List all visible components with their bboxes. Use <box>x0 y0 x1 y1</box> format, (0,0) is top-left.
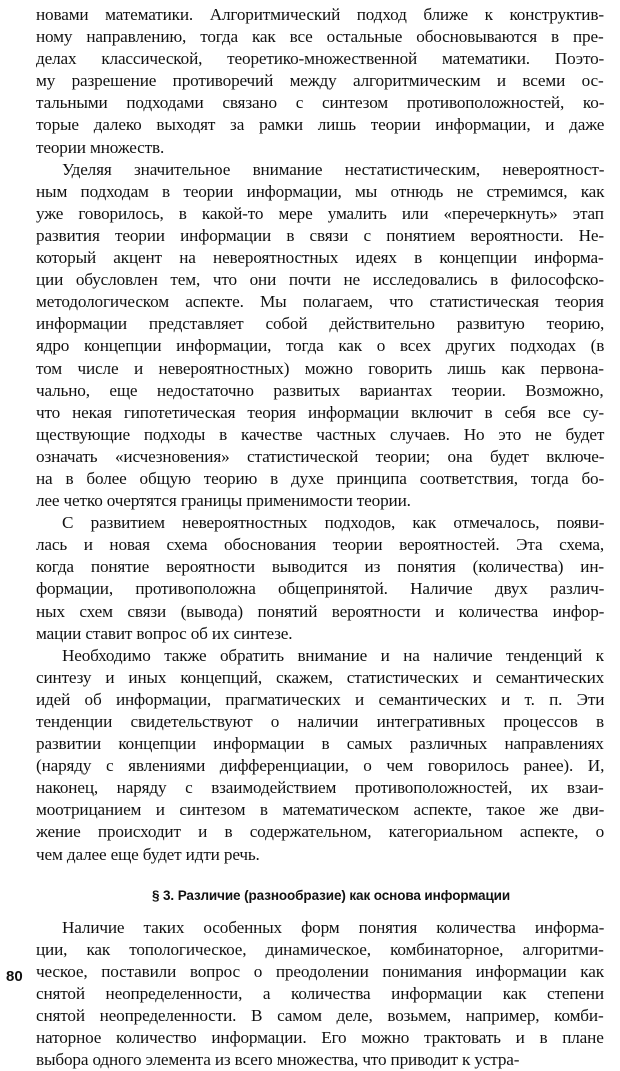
paragraph <box>36 917 606 1071</box>
text-line: что некая гипотетическая теория информации включит в себя все су- <box>36 402 604 422</box>
text-line: теории множеств. <box>36 137 165 157</box>
paragraph <box>36 645 606 866</box>
text-line: (наряду с явлениями дифференциации, о чем говорилось ранее). И, <box>36 756 605 776</box>
text-line: делах классической, теоретико-множественной математики. Поэто- <box>36 49 605 69</box>
text-line: методологическом аспекте. Мы полагаем, что статистическая теория <box>36 292 604 312</box>
text-line: уже говорилось, в какой-то мере умалить или «перечеркнуть» этап <box>36 203 604 223</box>
text-line: чем далее еще будет идти речь. <box>36 844 260 864</box>
text-line: С развитием невероятностных подходов, как отмечалось, появи- <box>62 513 605 533</box>
text-line: ядро концепции информации, тогда как о всех других подходах (в <box>36 336 605 356</box>
paragraph <box>36 512 606 645</box>
text-line: ческое, поставили вопрос о преодолении понимания информации как <box>36 961 604 981</box>
text-line: тальными подходами связано с синтезом противоположностей, ко- <box>36 93 605 113</box>
text-line: на в более общую теорию в духе принципа соответствия, тогда бо- <box>36 468 605 488</box>
text-line: жение происходит и в содержательном, категориальном аспекте, о <box>36 822 605 842</box>
text-line: идей об информации, прагматических и семантических и т. п. Эти <box>36 689 605 709</box>
paragraph <box>36 159 606 513</box>
section-body-text <box>36 917 606 1071</box>
text-line: лась и новая схема обоснования теории вероятностей. Эта схема, <box>36 535 605 555</box>
text-line: Наличие таких особенных форм понятия количества информа- <box>62 917 605 937</box>
text-line: снятой неопределенности, а количества информации как степени <box>36 983 604 1003</box>
text-line: Уделяя значительное внимание нестатистическим, невероятност- <box>62 159 605 179</box>
text-line: выбора одного элемента из всего множества, что приводит к устра- <box>36 1050 520 1070</box>
text-line: развития теории информации в связи с понятием вероятности. Не- <box>36 225 604 245</box>
text-line: ции, как топологическое, динамическое, комбинаторное, алгоритми- <box>36 939 604 959</box>
text-line: синтезу и иных концепций, скажем, статистических и семантических <box>36 667 605 687</box>
text-line: мации ставит вопрос об их синтезе. <box>36 623 293 643</box>
paragraph <box>36 4 606 159</box>
text-line: наконец, наряду с взаимодействием противоположностей, их взаи- <box>36 778 604 798</box>
text-line: ции обусловлен тем, что они почти не исследовались в философско- <box>36 270 604 290</box>
text-line: новами математики. Алгоритмический подход ближе к конструктив- <box>36 5 604 24</box>
text-line: формации, противоположна общепринятой. Наличие двух различ- <box>36 579 605 599</box>
text-line: развитии концепции информации в самых различных направлениях <box>36 734 604 754</box>
text-line: когда понятие вероятности выводится из понятия (количества) ин- <box>36 557 604 577</box>
text-line: чально, еще недостаточно развитых вариантах теории. Возможно, <box>36 380 604 400</box>
text-line: лее четко очертятся границы применимости теории. <box>36 491 411 511</box>
text-line: моотрицанием и синтезом в математическом аспекте, такое же дви- <box>36 800 605 820</box>
text-line: тенденции свидетельствуют о наличии интегративных процессов в <box>36 712 605 731</box>
body-text <box>36 4 606 866</box>
text-line: снятой неопределенности. В самом деле, возьмем, например, комби- <box>36 1006 604 1026</box>
text-line: торые далеко выходят за рамки лишь теории информации, и даже <box>36 115 605 135</box>
text-line: наторное количество информации. Его можно трактовать и в плане <box>36 1028 604 1048</box>
text-line: который акцент на невероятностных идеях в концепции информа- <box>36 248 604 268</box>
text-line: ных схем связи (вывода) понятий вероятности и количества инфор- <box>36 601 605 621</box>
section-heading: § 3. Различие (разнообразие) как основа информации <box>151 887 511 903</box>
text-line: том числе и невероятностных) можно говорить лишь как первона- <box>36 358 604 378</box>
text-line: му разрешение противоречий между алгоритмическим и всеми ос- <box>36 71 604 91</box>
text-line: информации представляет собой действительно развитую теорию, <box>36 314 605 334</box>
page-number: 80 <box>6 968 23 985</box>
text-line: ному направлению, тогда как все остальные обосновываются в пре- <box>36 27 604 47</box>
text-line: ществующие подходы в качестве частных случаев. Но это не будет <box>36 424 605 444</box>
text-line: ным подходам в теории информации, мы отнюдь не стремимся, как <box>36 181 605 201</box>
text-line: означать «исчезновения» статистической теории; она будет включе- <box>36 446 605 466</box>
text-line: Необходимо также обратить внимание и на наличие тенденций к <box>62 645 604 665</box>
